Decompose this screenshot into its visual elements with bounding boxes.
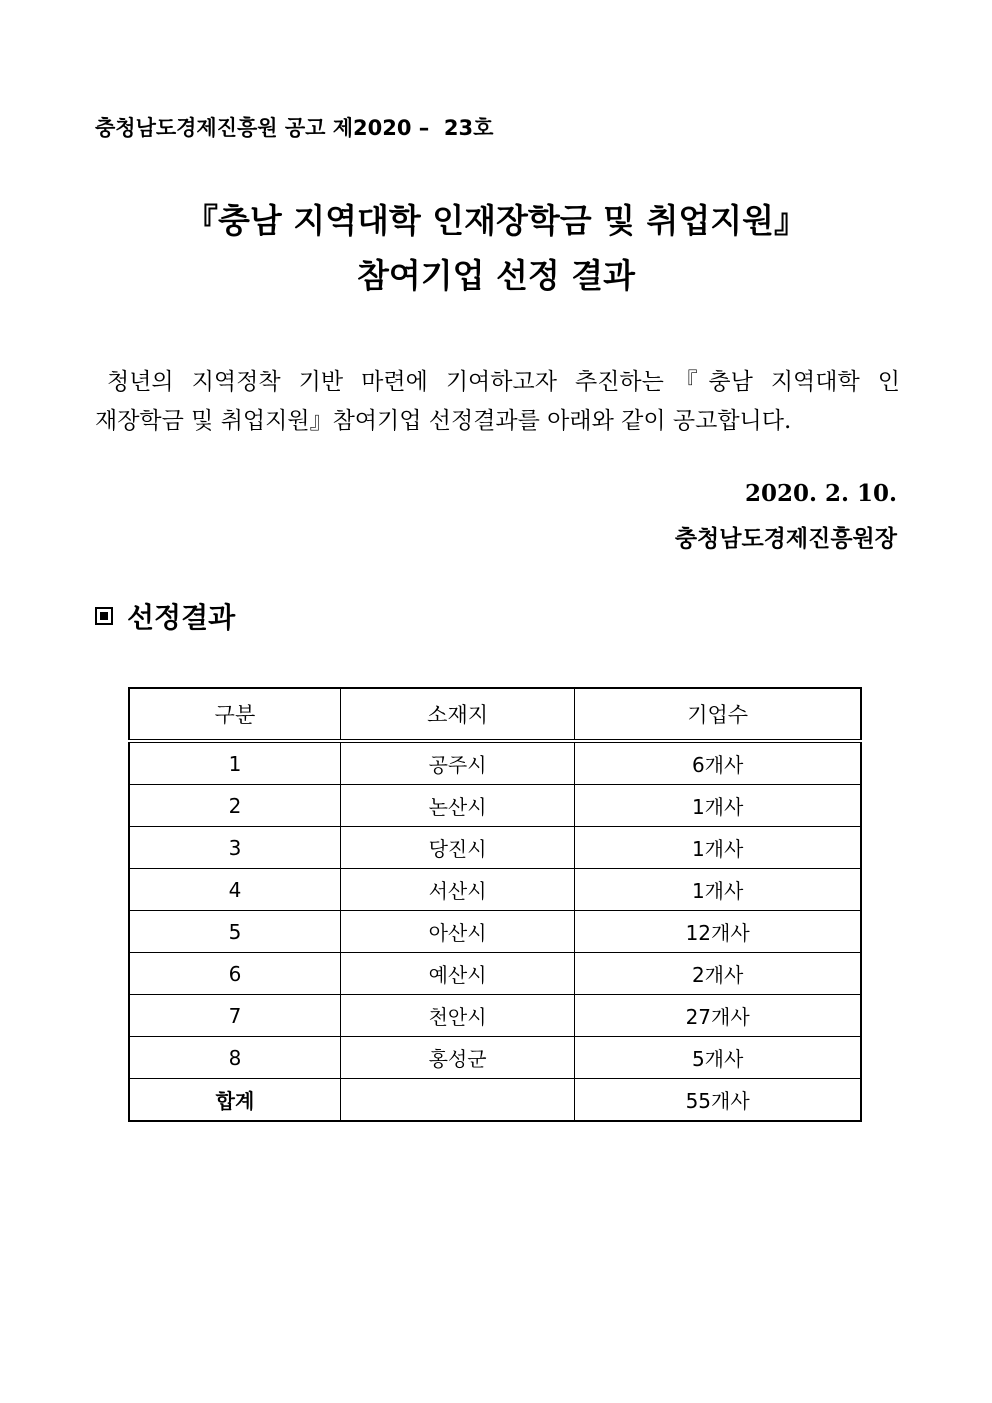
row-company-count: 1개사 <box>575 785 861 827</box>
section-heading <box>95 596 235 636</box>
table-total-row <box>129 1079 861 1122</box>
table-row <box>129 1037 861 1079</box>
selection-result-table <box>128 687 862 1122</box>
header-company-count: 기업수 <box>575 688 861 741</box>
row-company-count: 27개사 <box>575 995 861 1037</box>
row-location: 예산시 <box>340 953 574 995</box>
row-location: 서산시 <box>340 869 574 911</box>
row-company-count: 5개사 <box>575 1037 861 1079</box>
row-location: 당진시 <box>340 827 574 869</box>
total-label: 합계 <box>129 1079 340 1122</box>
table-row <box>129 785 861 827</box>
row-company-count: 6개사 <box>575 741 861 785</box>
document-title-line-1: 『충남 지역대학 인재장학금 및 취업지원』 <box>184 201 807 240</box>
square-bullet-icon <box>95 607 113 625</box>
row-number: 1 <box>129 741 340 785</box>
body-text-line-2: 재장학금 및 취업지원』참여기업 선정결과를 아래와 같이 공고합니다. <box>95 408 792 434</box>
table-header-row <box>129 688 861 741</box>
row-number: 7 <box>129 995 340 1037</box>
row-number: 6 <box>129 953 340 995</box>
header-location: 소재지 <box>340 688 574 741</box>
document-title-line-2: 참여기업 선정 결과 <box>356 256 635 295</box>
announcement-date: 2020. 2. 10. <box>744 480 897 507</box>
table-row <box>129 869 861 911</box>
section-heading-label: 선정결과 <box>127 601 236 634</box>
row-location: 아산시 <box>340 911 574 953</box>
table-row <box>129 741 861 785</box>
row-number: 8 <box>129 1037 340 1079</box>
table-row <box>129 911 861 953</box>
total-location <box>340 1079 574 1122</box>
row-location: 논산시 <box>340 785 574 827</box>
row-company-count: 1개사 <box>575 869 861 911</box>
header-category: 구분 <box>129 688 340 741</box>
row-location: 홍성군 <box>340 1037 574 1079</box>
total-company-count: 55개사 <box>575 1079 861 1122</box>
notice-number: 충청남도경제진흥원 공고 제2020 – 23호 <box>95 116 494 140</box>
row-location: 천안시 <box>340 995 574 1037</box>
row-company-count: 12개사 <box>575 911 861 953</box>
table-row <box>129 995 861 1037</box>
row-number: 5 <box>129 911 340 953</box>
table-row <box>129 953 861 995</box>
row-location: 공주시 <box>340 741 574 785</box>
table-row <box>129 827 861 869</box>
row-company-count: 2개사 <box>575 953 861 995</box>
row-company-count: 1개사 <box>575 827 861 869</box>
body-text-line-1: 청년의 지역정착 기반 마련에 기여하고자 추진하는『충남 지역대학 인 <box>107 369 900 395</box>
row-number: 2 <box>129 785 340 827</box>
row-number: 3 <box>129 827 340 869</box>
signer-name: 충청남도경제진흥원장 <box>674 525 897 552</box>
row-number: 4 <box>129 869 340 911</box>
